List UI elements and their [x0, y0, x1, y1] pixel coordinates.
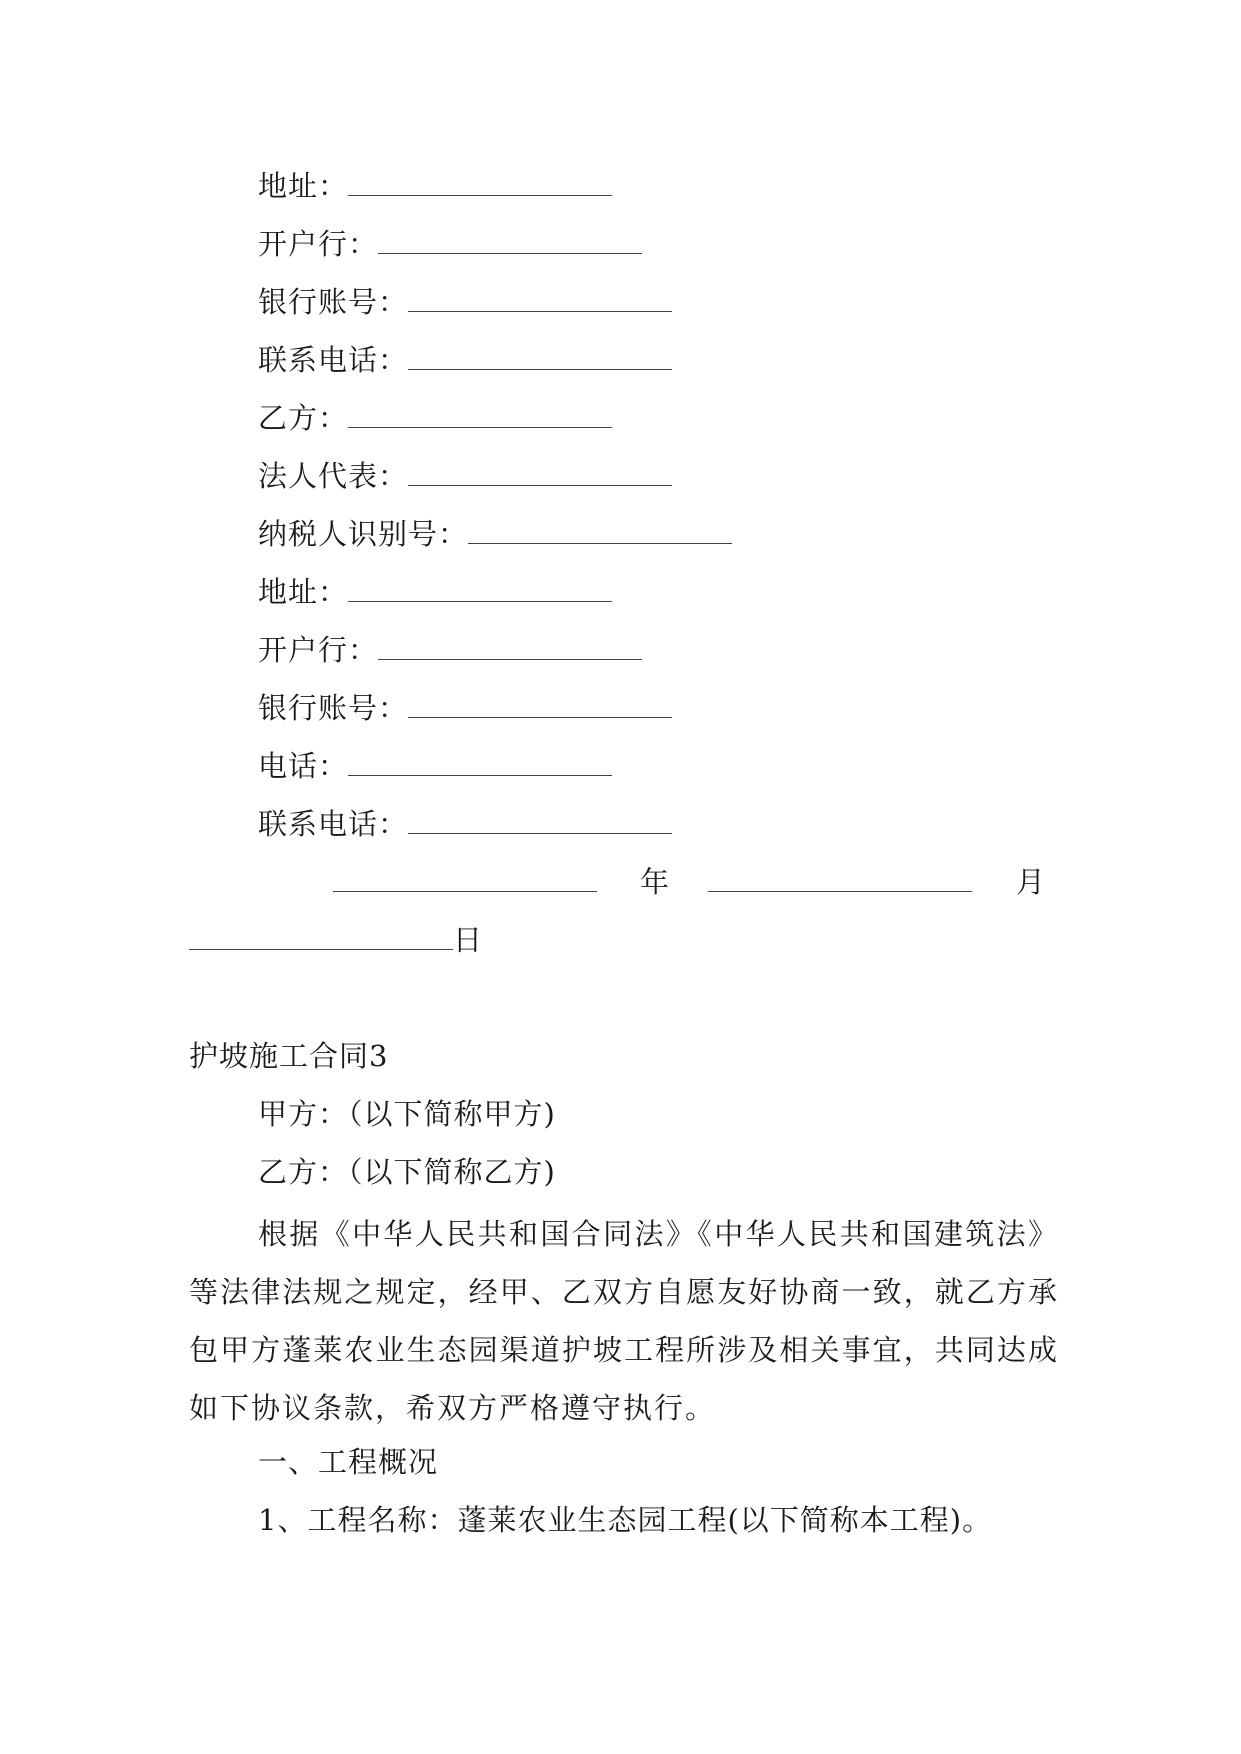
party-b-bank-row — [258, 632, 642, 668]
party-a-account-row — [258, 284, 672, 320]
party-b-tel-row — [258, 748, 612, 784]
field-label: 联系电话： — [258, 807, 409, 841]
fill-blank[interactable] — [348, 579, 612, 602]
fill-blank[interactable] — [348, 173, 612, 196]
field-label: 法人代表： — [258, 459, 409, 493]
party-b-name-row — [258, 400, 612, 436]
field-label: 开户行： — [258, 633, 379, 667]
section-heading: 一、工程概况 — [258, 1445, 439, 1479]
field-label: 地址： — [258, 169, 349, 203]
party-b-tax-id-row — [258, 516, 732, 552]
party-a-bank-row — [258, 226, 642, 262]
party-b-phone-row — [258, 806, 672, 842]
contract-title: 护坡施工合同3 — [189, 1039, 389, 1073]
field-label: 纳税人识别号： — [258, 517, 469, 551]
date-year-label: 年 — [640, 865, 671, 899]
party-a-address-row — [258, 168, 612, 204]
fill-blank[interactable] — [408, 695, 672, 718]
field-label: 银行账号： — [258, 285, 409, 319]
fill-blank[interactable] — [408, 463, 672, 486]
party-b-legal-rep-row — [258, 458, 672, 494]
field-label: 联系电话： — [258, 343, 409, 377]
party-a-phone-row — [258, 342, 672, 378]
party-a-intro: 甲方：（以下简称甲方) — [258, 1097, 556, 1131]
fill-blank[interactable] — [378, 231, 642, 254]
date-year-blank-wrap — [333, 864, 597, 900]
date-day-row — [189, 922, 483, 958]
field-label: 银行账号： — [258, 691, 409, 725]
field-label: 电话： — [258, 749, 349, 783]
preamble-paragraph: 根据《中华人民共和国合同法》《中华人民共和国建筑法》等法律法规之规定，经甲、乙双方自愿友好协商一致，就乙方承包甲方蓬莱农业生态园渠道护坡工程所涉及相关事宜，共同达成如下协议条款，希双方严格遵守执行。 — [189, 1217, 1059, 1425]
field-label: 乙方： — [258, 401, 349, 435]
fill-blank[interactable] — [408, 347, 672, 370]
fill-blank[interactable] — [348, 405, 612, 428]
date-month-blank-wrap — [708, 864, 972, 900]
party-b-intro: 乙方：（以下简称乙方) — [258, 1155, 556, 1189]
fill-blank[interactable] — [408, 811, 672, 834]
party-b-address-row — [258, 574, 612, 610]
month-blank[interactable] — [708, 869, 972, 892]
field-label: 地址： — [258, 575, 349, 609]
year-blank[interactable] — [333, 869, 597, 892]
field-label: 开户行： — [258, 227, 379, 261]
clause-item: 1、工程名称：蓬莱农业生态园工程(以下简称本工程)。 — [258, 1503, 993, 1537]
date-day-label: 日 — [453, 923, 484, 957]
fill-blank[interactable] — [408, 289, 672, 312]
fill-blank[interactable] — [468, 521, 732, 544]
party-b-account-row — [258, 690, 672, 726]
date-month-label: 月 — [1016, 865, 1047, 899]
fill-blank[interactable] — [378, 637, 642, 660]
fill-blank[interactable] — [348, 753, 612, 776]
day-blank[interactable] — [189, 927, 453, 950]
